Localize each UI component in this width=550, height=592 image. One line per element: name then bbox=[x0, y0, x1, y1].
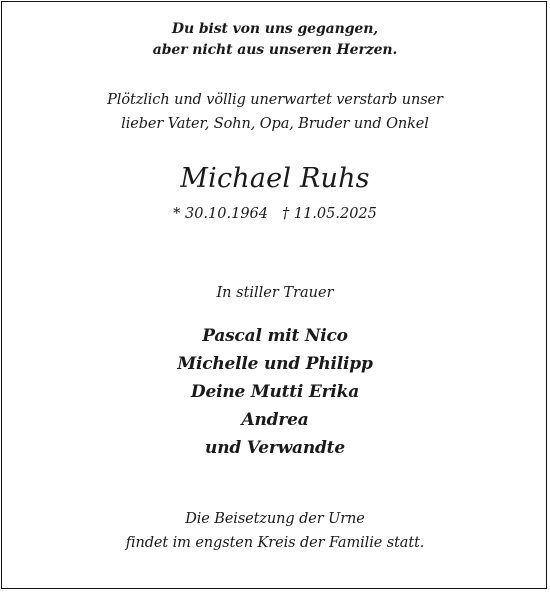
life-dates bbox=[0, 206, 550, 222]
birth-date: * 30.10.1964 bbox=[173, 206, 268, 222]
mourner-5: und Verwandte bbox=[205, 438, 345, 458]
mourner-3: Deine Mutti Erika bbox=[190, 382, 360, 402]
mourner-2: Michelle und Philipp bbox=[177, 354, 373, 374]
announcement-line-2: lieber Vater, Sohn, Opa, Bruder und Onkel bbox=[121, 116, 429, 132]
burial-notice-line-2: findet im engsten Kreis der Familie statt. bbox=[125, 535, 425, 551]
mourning-label: In stiller Trauer bbox=[216, 285, 334, 301]
mourner-1: Pascal mit Nico bbox=[202, 326, 348, 346]
motto-line-2: aber nicht aus unseren Herzen. bbox=[152, 42, 398, 58]
deceased-name: Michael Ruhs bbox=[180, 163, 370, 194]
mourner-4: Andrea bbox=[241, 410, 309, 430]
burial-notice-line-1: Die Beisetzung der Urne bbox=[185, 511, 365, 527]
death-date: † 11.05.2025 bbox=[282, 206, 377, 222]
motto-line-1: Du bist von uns gegangen, bbox=[171, 21, 379, 37]
announcement-line-1: Plötzlich und völlig unerwartet verstarb unser bbox=[107, 92, 443, 108]
